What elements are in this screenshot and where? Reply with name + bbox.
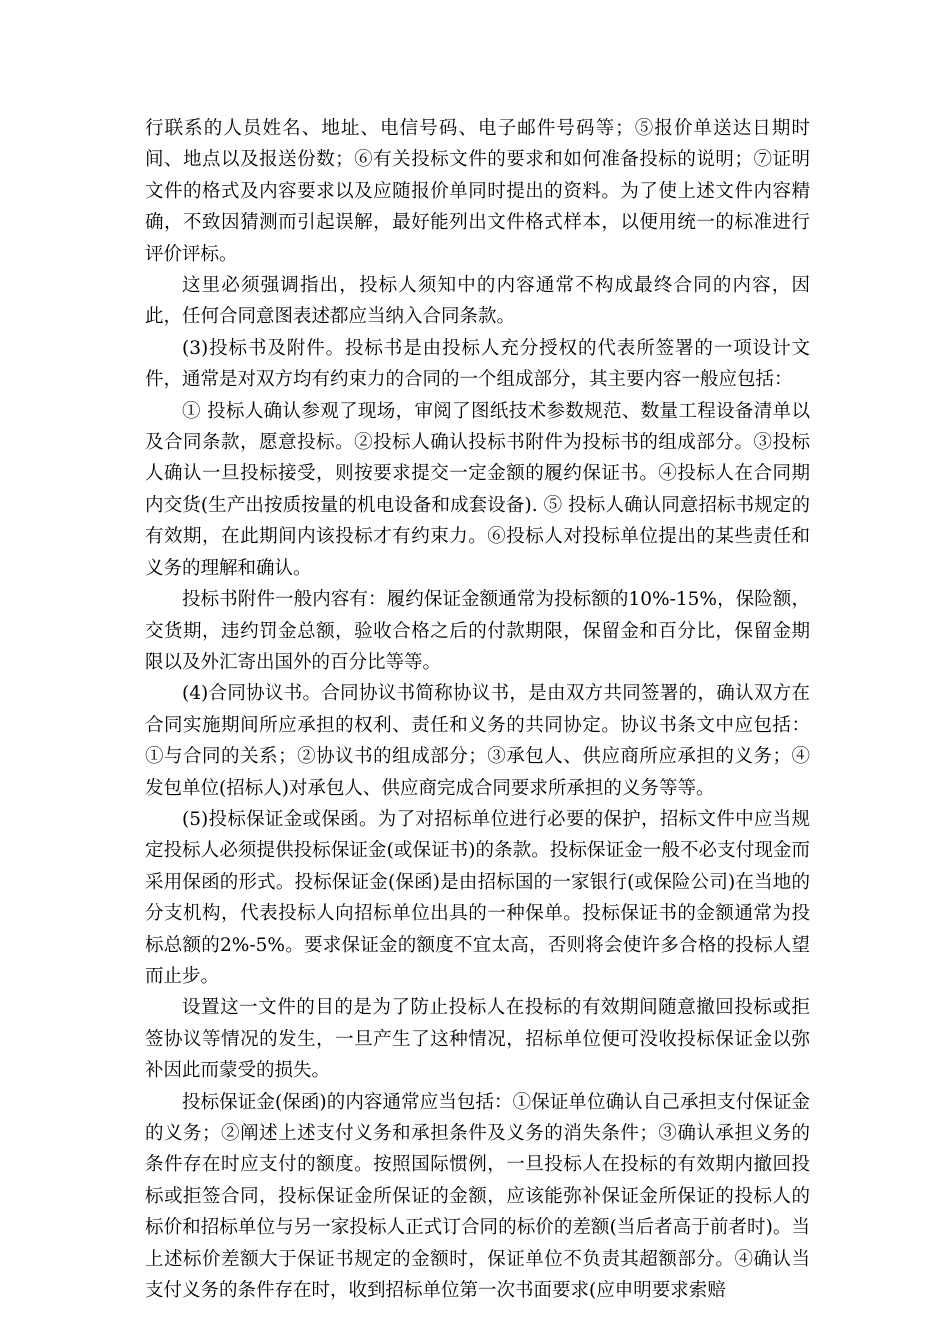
paragraph-5: 投标书附件一般内容有：履约保证金额通常为投标额的10%-15%，保险额，交货期，违约罚金总额，验收合格之后的付款期限，保留金和百分比，保留金期限以及外汇寄出国外的百分比等等。	[145, 589, 810, 673]
paragraph-8: 设置这一文件的目的是为了防止投标人在投标的有效期间随意撤回投标或拒签协议等情况的发生，一旦产生了这种情况，招标单位便可没收投标保证金以弥补因此而蒙受的损失。	[145, 997, 810, 1082]
paragraph-7: (5)投标保证金或保函。为了对招标单位进行必要的保护，招标文件中应当规定投标人必须提供投标保证金(或保证书)的条款。投标保证金一般不必支付现金而采用保函的形式。投标保证金(保函)是由招标国的一家银行(或保险公司)在当地的分支机构，代表投标人向招标单位出具的一种保单。投标保证书的金额通常为投标总额的2%-5%。要求保证金的额度不宜太高，否则将会使许多合格的投标人望而止步。	[145, 808, 810, 987]
paragraph-6: (4)合同协议书。合同协议书简称协议书，是由双方共同签署的，确认双方在合同实施期间所应承担的权利、责任和义务的共同协定。协议书条文中应包括：①与合同的关系；②协议书的组成部分；③承包人、供应商所应承担的义务；④发包单位(招标人)对承包人、供应商完成合同要求所承担的义务等等。	[145, 683, 810, 799]
paragraph-1: 行联系的人员姓名、地址、电信号码、电子邮件号码等；⑤报价单送达日期时间、地点以及报送份数；⑥有关投标文件的要求和如何准备投标的说明；⑦证明文件的格式及内容要求以及应随报价单同时提出的资料。为了使上述文件内容精确，不致因猜测而引起误解，最好能列出文件格式样本，以便用统一的标准进行评价评标。	[145, 118, 810, 265]
paragraph-2: 这里必须强调指出，投标人须知中的内容通常不构成最终合同的内容，因此，任何合同意图表述都应当纳入合同条款。	[145, 275, 810, 328]
paragraph-4: ① 投标人确认参观了现场，审阅了图纸技术参数规范、数量工程设备清单以及合同条款，愿意投标。②投标人确认投标书附件为投标书的组成部分。③投标人确认一旦投标接受，则按要求提交一定金额的履约保证书。④投标人在合同期内交货(生产出按质按量的机电设备和成套设备). ⑤ 投标人确认同意招标书规定的有效期，在此期间内该投标才有约束力。⑥投标人对投标单位提出的某些责任和义务的理解和确认。	[145, 400, 810, 579]
paragraph-9: 投标保证金(保函)的内容通常应当包括：①保证单位确认自己承担支付保证金的义务；②阐述上述支付义务和承担条件及义务的消失条件；③确认承担义务的条件存在时应支付的额度。按照国际惯例，一旦投标人在投标的有效期内撤回投标或拒签合同，投标保证金所保证的金额，应该能弥补保证金所保证的投标人的标价和招标单位与另一家投标人正式订合同的标价的差额(当后者高于前者时)。当上述标价差额大于保证书规定的金额时，保证单位不负责其超额部分。④确认当支付义务的条件存在时，收到招标单位第一次书面要求(应申明要求索赔	[145, 1091, 810, 1302]
paragraph-3: (3)投标书及附件。投标书是由投标人充分授权的代表所签署的一项设计文件，通常是对双方均有约束力的合同的一个组成部分，其主要内容一般应包括：	[145, 337, 810, 391]
document-body	[145, 113, 810, 1306]
